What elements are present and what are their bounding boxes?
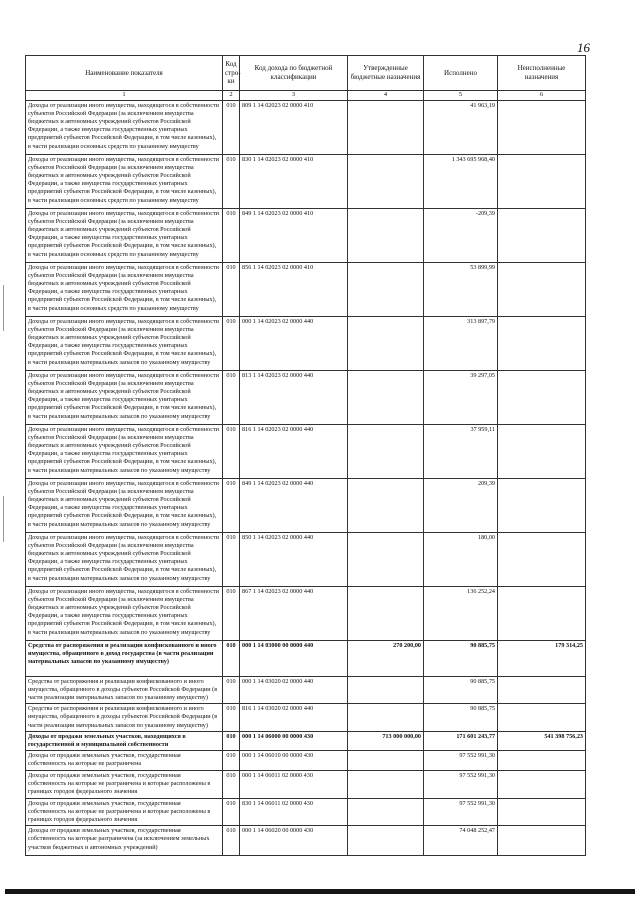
table-row: [26, 676, 586, 704]
row-unexecuted: [498, 676, 586, 704]
row-unexecuted: [498, 262, 586, 316]
row-executed: 37 959,11: [424, 424, 498, 478]
header-row: [26, 56, 586, 91]
row-approved: 270 200,00: [348, 640, 424, 676]
row-unexecuted: [498, 478, 586, 532]
header-line-code: Код стро-ки: [223, 56, 240, 91]
row-income-code: 000 1 14 06020 00 0000 430: [240, 826, 348, 856]
table-row: [26, 798, 586, 826]
row-line-code: 010: [223, 751, 240, 771]
table-row: [26, 704, 586, 732]
row-name: Доходы от продажи земельных участков, государственная собственность на которые разграничена (за исключением земельных участков бюджетных и автономных учреждений): [26, 826, 223, 856]
scan-margin-mark: [3, 285, 4, 331]
row-name: Доходы от реализации иного имущества, находящегося в собственности субъектов Российской Федерации (за исключением имущества бюджетных и автономных учреждений субъектов Российской Федерации, а также имущества государственных унитарных предприятий субъектов Российской Федерации, в том числе казенных), в части реализации материальных запасов по указанному имуществу: [26, 478, 223, 532]
row-name: Доходы от реализации иного имущества, находящегося в собственности субъектов Российской Федерации (за исключением имущества бюджетных и автономных учреждений субъектов Российской Федерации, а также имущества государственных унитарных предприятий субъектов Российской Федерации, в том числе казенных), в части реализации основных средств по указанному имуществу: [26, 208, 223, 262]
row-executed: 180,00: [424, 532, 498, 586]
row-income-code: 816 1 14 03020 02 0000 440: [240, 704, 348, 732]
row-unexecuted: [498, 208, 586, 262]
table-row: [26, 262, 586, 316]
row-approved: [348, 532, 424, 586]
row-approved: [348, 100, 424, 154]
row-name: Доходы от реализации иного имущества, находящегося в собственности субъектов Российской Федерации (за исключением имущества бюджетных и автономных учреждений субъектов Российской Федерации, а также имущества государственных унитарных предприятий субъектов Российской Федерации, в том числе казенных), в части реализации основных средств по указанному имуществу: [26, 154, 223, 208]
table-row: [26, 751, 586, 771]
scan-margin-mark: [3, 496, 4, 542]
row-line-code: 010: [223, 532, 240, 586]
table-row: [26, 826, 586, 856]
row-name: Средства от распоряжения и реализации конфискованного и иного имущества, обращенного в доходы субъектов Российской Федерации (в части реализации материальных запасов по указанному имуществу): [26, 704, 223, 732]
column-number: 2: [223, 91, 240, 101]
row-line-code: 010: [223, 731, 240, 750]
row-income-code: 830 1 14 02023 02 0000 410: [240, 154, 348, 208]
table-row: [26, 478, 586, 532]
row-name: Доходы от продажи земельных участков, государственная собственность на которые не разграничена и которые расположены в границах городов федерального значения: [26, 798, 223, 826]
row-executed: 97 552 991,30: [424, 798, 498, 826]
row-income-code: 809 1 14 02023 02 0000 410: [240, 100, 348, 154]
row-unexecuted: [498, 424, 586, 478]
row-line-code: 010: [223, 826, 240, 856]
row-executed: 53 899,99: [424, 262, 498, 316]
row-line-code: 010: [223, 704, 240, 732]
row-approved: [348, 704, 424, 732]
row-income-code: 000 1 14 06000 00 0000 430: [240, 731, 348, 750]
header-income-code: Код дохода по бюджетной классификации: [240, 56, 348, 91]
row-executed: 39 297,05: [424, 370, 498, 424]
header-name: Наименование показателя: [26, 56, 223, 91]
row-income-code: 849 1 14 02023 02 0000 440: [240, 478, 348, 532]
row-line-code: 010: [223, 370, 240, 424]
row-name: Доходы от реализации иного имущества, находящегося в собственности субъектов Российской Федерации (за исключением имущества бюджетных и автономных учреждений субъектов Российской Федерации, а также имущества государственных унитарных предприятий субъектов Российской Федерации, в том числе казенных), в части реализации материальных запасов по указанному имуществу: [26, 370, 223, 424]
row-line-code: 010: [223, 771, 240, 799]
row-income-code: 000 1 14 03020 02 0000 440: [240, 676, 348, 704]
row-approved: [348, 154, 424, 208]
row-income-code: 850 1 14 02023 02 0000 440: [240, 532, 348, 586]
row-income-code: 000 1 14 02023 02 0000 440: [240, 316, 348, 370]
row-executed: 90 885,75: [424, 704, 498, 732]
row-name: Доходы от реализации иного имущества, находящегося в собственности субъектов Российской Федерации (за исключением имущества бюджетных и автономных учреждений субъектов Российской Федерации, а также имущества государственных унитарных предприятий субъектов Российской Федерации, в том числе казенных), в части реализации основных средств по указанному имуществу: [26, 262, 223, 316]
row-approved: [348, 798, 424, 826]
row-approved: [348, 826, 424, 856]
row-name: Доходы от продажи земельных участков, государственная собственность на которые не разграничена и которые расположены в границах городов федерального значения: [26, 771, 223, 799]
row-name: Доходы от продажи земельных участков, находящихся в государственной и муниципальной собственности: [26, 731, 223, 750]
row-executed: 97 552 991,30: [424, 751, 498, 771]
row-executed: 209,39: [424, 478, 498, 532]
row-executed: 90 885,75: [424, 640, 498, 676]
row-line-code: 010: [223, 424, 240, 478]
row-name: Доходы от реализации иного имущества, находящегося в собственности субъектов Российской Федерации (за исключением имущества бюджетных и автономных учреждений субъектов Российской Федерации, а также имущества государственных унитарных предприятий субъектов Российской Федерации, в том числе казенных), в части реализации материальных запасов по указанному имуществу: [26, 532, 223, 586]
column-number: 4: [348, 91, 424, 101]
row-income-code: 856 1 14 02023 02 0000 410: [240, 262, 348, 316]
row-unexecuted: [498, 370, 586, 424]
row-executed: 313 897,79: [424, 316, 498, 370]
row-executed: -209,39: [424, 208, 498, 262]
page-number: 16: [577, 40, 590, 55]
row-unexecuted: [498, 316, 586, 370]
row-unexecuted: [498, 704, 586, 732]
row-income-code: 830 1 14 06011 02 0000 430: [240, 798, 348, 826]
table-row: [26, 100, 586, 154]
row-name: Доходы от реализации иного имущества, находящегося в собственности субъектов Российской Федерации (за исключением имущества бюджетных и автономных учреждений субъектов Российской Федерации, а также имущества государственных унитарных предприятий субъектов Российской Федерации, в том числе казенных), в части реализации материальных запасов по указанному имуществу: [26, 316, 223, 370]
row-income-code: 000 1 14 06010 00 0000 430: [240, 751, 348, 771]
row-executed: 136 252,24: [424, 586, 498, 640]
row-approved: [348, 478, 424, 532]
row-unexecuted: [498, 532, 586, 586]
row-line-code: 010: [223, 154, 240, 208]
column-number: 5: [424, 91, 498, 101]
column-number: 6: [498, 91, 586, 101]
row-executed: 171 601 243,77: [424, 731, 498, 750]
row-approved: [348, 586, 424, 640]
header-unexecuted: Неисполненные назначения: [498, 56, 586, 91]
row-name: Средства от распоряжения и реализации конфискованного и иного имущества, обращенного в доход государства (в части реализации материальных запасов по указанному имуществу): [26, 640, 223, 676]
row-income-code: 867 1 14 02023 02 0000 440: [240, 586, 348, 640]
row-approved: [348, 208, 424, 262]
scan-bottom-edge: [5, 889, 635, 894]
column-number: 1: [26, 91, 223, 101]
table-row: [26, 424, 586, 478]
row-approved: [348, 751, 424, 771]
row-executed: 97 552 991,30: [424, 771, 498, 799]
row-unexecuted: [498, 771, 586, 799]
row-approved: 713 000 000,00: [348, 731, 424, 750]
row-income-code: 816 1 14 02023 02 0000 440: [240, 424, 348, 478]
table-row: [26, 316, 586, 370]
column-number: 3: [240, 91, 348, 101]
row-unexecuted: 179 314,25: [498, 640, 586, 676]
row-unexecuted: [498, 798, 586, 826]
header-approved: Утвержденные бюджетные назначения: [348, 56, 424, 91]
row-unexecuted: 541 398 756,23: [498, 731, 586, 750]
row-approved: [348, 370, 424, 424]
table-row: [26, 586, 586, 640]
row-line-code: 010: [223, 478, 240, 532]
row-executed: 74 048 252,47: [424, 826, 498, 856]
table-row: [26, 532, 586, 586]
table-row: [26, 731, 586, 750]
row-executed: 41 963,19: [424, 100, 498, 154]
row-approved: [348, 676, 424, 704]
row-name: Доходы от продажи земельных участков, государственная собственность на которые не разграничена: [26, 751, 223, 771]
row-name: Доходы от реализации иного имущества, находящегося в собственности субъектов Российской Федерации (за исключением имущества бюджетных и автономных учреждений субъектов Российской Федерации, а также имущества государственных унитарных предприятий субъектов Российской Федерации, в том числе казенных), в части реализации материальных запасов по указанному имуществу: [26, 424, 223, 478]
row-line-code: 010: [223, 100, 240, 154]
row-name: Средства от распоряжения и реализации конфискованного и иного имущества, обращенного в доходы субъектов Российской Федерации (в части реализации материальных запасов по указанному имуществу): [26, 676, 223, 704]
row-name: Доходы от реализации иного имущества, находящегося в собственности субъектов Российской Федерации (за исключением имущества бюджетных и автономных учреждений субъектов Российской Федерации, а также имущества государственных унитарных предприятий субъектов Российской Федерации, в том числе казенных), в части реализации основных средств по указанному имуществу: [26, 100, 223, 154]
row-unexecuted: [498, 751, 586, 771]
row-executed: 90 885,75: [424, 676, 498, 704]
row-unexecuted: [498, 826, 586, 856]
table-row: [26, 154, 586, 208]
row-income-code: 813 1 14 02023 02 0000 440: [240, 370, 348, 424]
header-executed: Исполнено: [424, 56, 498, 91]
row-income-code: 000 1 14 06011 02 0000 430: [240, 771, 348, 799]
row-unexecuted: [498, 100, 586, 154]
table-row: [26, 208, 586, 262]
row-approved: [348, 771, 424, 799]
row-name: Доходы от реализации иного имущества, находящегося в собственности субъектов Российской Федерации (за исключением имущества бюджетных и автономных учреждений субъектов Российской Федерации, а также имущества государственных унитарных предприятий субъектов Российской Федерации, в том числе казенных), в части реализации материальных запасов по указанному имуществу: [26, 586, 223, 640]
table-row: [26, 771, 586, 799]
row-income-code: 849 1 14 02023 02 0000 410: [240, 208, 348, 262]
row-approved: [348, 316, 424, 370]
row-line-code: 010: [223, 586, 240, 640]
row-line-code: 010: [223, 208, 240, 262]
table-row: [26, 640, 586, 676]
row-unexecuted: [498, 586, 586, 640]
row-line-code: 010: [223, 262, 240, 316]
row-executed: 1 343 695 968,40: [424, 154, 498, 208]
row-income-code: 000 1 14 03000 00 0000 440: [240, 640, 348, 676]
row-line-code: 010: [223, 640, 240, 676]
row-line-code: 010: [223, 676, 240, 704]
row-unexecuted: [498, 154, 586, 208]
column-number-row: [26, 91, 586, 101]
table-row: [26, 370, 586, 424]
row-approved: [348, 262, 424, 316]
row-approved: [348, 424, 424, 478]
row-line-code: 010: [223, 316, 240, 370]
report-table: [25, 55, 586, 856]
row-line-code: 010: [223, 798, 240, 826]
